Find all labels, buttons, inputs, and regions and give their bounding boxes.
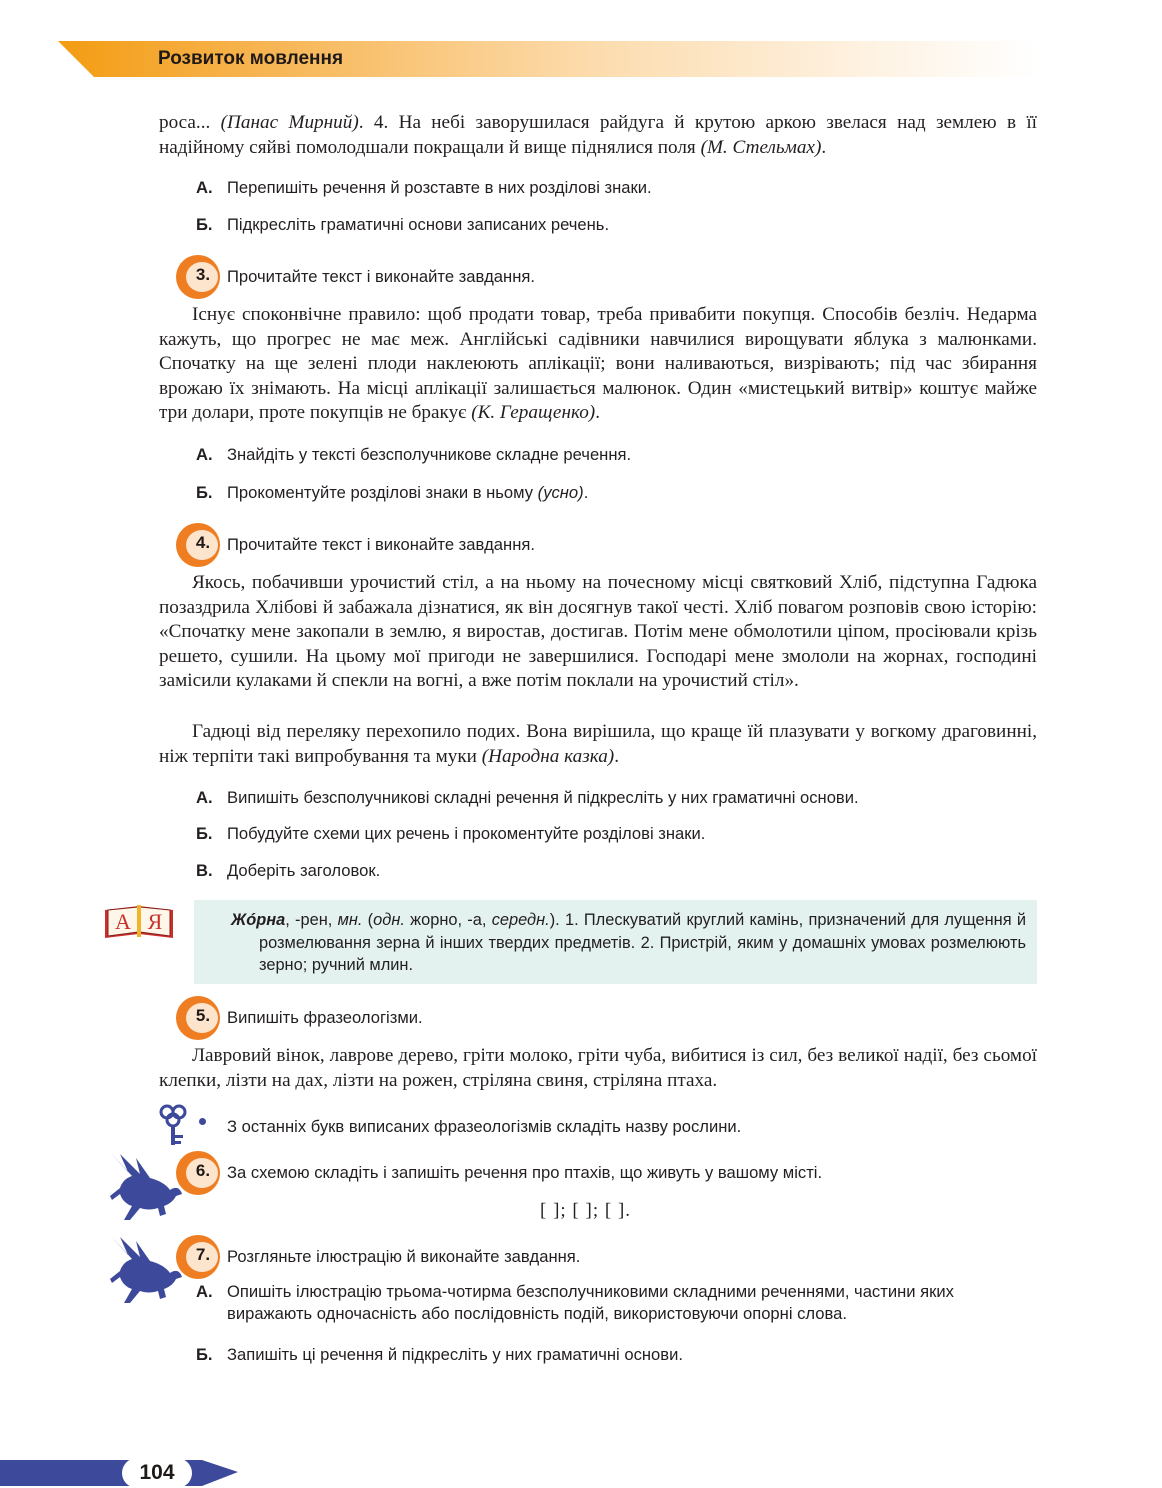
exercise-number: 6. (195, 1161, 211, 1180)
task-a (196, 444, 1041, 466)
text: Лавровий вінок, лаврове дерево, гріти молоко, гріти чуба, вибитися із сил, без великої надії, без сьомої клепки, лізти на дах, лізти на рожен, стріляна свиня, стріляна птаха. (159, 1045, 1037, 1091)
exercise-number-badge (176, 996, 220, 1040)
text: жорно, -а, (404, 911, 492, 929)
section-title: Розвиток мовлення (158, 48, 344, 69)
text: ). 1. Плескуватий круглий камінь, призначений для лущення й розмелювання зерна й інших твердих предметів. 2. Пристрій, яким у домашніх умовах розмелюють зерно; ручний млин. (259, 911, 1026, 974)
bullet-task: З останніх букв виписаних фразеологізмів складіть назву рослини. (227, 1117, 742, 1136)
exercise-text (159, 1044, 1037, 1093)
author: (М. Стельмах) (700, 136, 822, 158)
task-letter: А. (196, 788, 213, 807)
exercise-instruction: Випишіть фразеологізми. (227, 1008, 423, 1027)
task-text: Опишіть ілюстрацію трьома-чотирма безсполучниковими складними реченнями, частини яких виражають одночасність або послідовність подій, використовуючи опорні слова. (227, 1282, 954, 1323)
author: (К. Геращенко) (471, 402, 596, 424)
exercise-number-badge (176, 1151, 220, 1195)
author: (Народна казка) (481, 745, 615, 767)
exercise-instruction: Прочитайте текст і виконайте завдання. (227, 535, 535, 554)
task-note: (усно) (537, 483, 584, 502)
exercise-text (159, 720, 1037, 769)
task-letter: Б. (196, 215, 213, 234)
dictionary-entry (231, 909, 1026, 977)
task-a (196, 787, 1041, 809)
task-letter: Б. (196, 483, 213, 502)
continuation-paragraph (159, 111, 1037, 160)
text: Якось, побачивши урочистий стіл, а на ньому на почесному місці святковий Хліб, підступна Гадюка позаздрила Хлібові й забажала дізнатися, як він досягнув такої честі. Хліб повагом розповів свою історію: «Спочатку мене закопали в землю, я виростав, достигав. Потім мене обмолотили ціпом, просіювали крізь решето, сушили. На цьому мої пригоди не завершилися. Господарі мене змололи на жорнах, господині замісили кулаками й спекли на вогні, а вже потім поклали на урочистий стіл». (159, 572, 1037, 692)
dictionary-word: Жóрна (231, 911, 286, 929)
exercise-instruction: За схемою складіть і запишіть речення про птахів, що живуть у вашому місті. (227, 1163, 823, 1182)
exercise-instruction: Розгляньте ілюстрацію й виконайте завдання. (227, 1247, 581, 1266)
task-letter: А. (196, 1282, 213, 1301)
exercise-number: 4. (195, 533, 211, 552)
abbr: одн. (373, 911, 405, 929)
abbr: мн. (337, 911, 363, 929)
task-b (196, 214, 1041, 236)
text: , -рен, (285, 911, 338, 929)
dictionary-book-icon (102, 902, 176, 942)
bullet-icon (199, 1118, 206, 1125)
task-b (196, 482, 1041, 504)
text: . (614, 745, 619, 767)
task-b (196, 823, 1041, 845)
exercise-number: 7. (195, 1245, 211, 1264)
exercise-number: 5. (195, 1006, 211, 1025)
task-c (196, 860, 1041, 882)
pegasus-icon (106, 1233, 184, 1307)
letter-a: А (115, 909, 131, 934)
task-text: Знайдіть у тексті безсполучникове складне речення. (227, 445, 632, 464)
task-letter: Б. (196, 824, 213, 843)
task-text: Перепишіть речення й розставте в них розділові знаки. (227, 178, 652, 197)
page-number: 104 (139, 1461, 175, 1484)
text: . 4. На небі заворушилася райдуга й крутою аркою звелася над землею в її надійному сяйві помолодшали покращали й вище піднялися поля (159, 112, 1037, 158)
text: роса... (159, 112, 221, 133)
exercise-number-badge (176, 523, 220, 567)
letter-ya: Я (147, 909, 163, 934)
task-text: Випишіть безсполучникові складні речення й підкресліть у них граматичні основи. (227, 788, 859, 807)
text: . (595, 402, 600, 424)
task-letter: В. (196, 861, 213, 880)
task-letter: А. (196, 445, 213, 464)
footer-band (0, 1460, 238, 1486)
exercise-text (159, 571, 1037, 694)
exercise-number-badge (176, 1235, 220, 1279)
task-text: Прокоментуйте розділові знаки в ньому (227, 483, 538, 502)
text: Існує споконвічне правило: щоб продати товар, треба привабити покупця. Способів безліч. Недарма кажуть, що прогрес не має меж. Англійські садівники навчилися вирощувати яблука з малюнками. Спочатку на ще зелені плоди наклеюють аплікації; вони наливаються, визрівають; під час збирання врожаю їх знімають. На місці аплікації залишається малюнок. Один «мистецький витвір» коштує майже три долари, проте покупців не бракує (159, 304, 1037, 424)
pegasus-icon (106, 1150, 184, 1224)
text: ( (362, 911, 374, 929)
task-b (196, 1344, 1041, 1366)
exercise-instruction: Прочитайте текст і виконайте завдання. (227, 267, 535, 286)
text: Гадюці від переляку перехопило подих. Вона вирішила, що краще їй плазувати у вогкому драговинні, ніж терпіти такі випробування та муки (159, 721, 1037, 767)
sentence-schema: [ ]; [ ]; [ ]. (540, 1200, 632, 1221)
task-text: . (583, 483, 589, 502)
abbr: середн. (491, 911, 550, 929)
task-letter: Б. (196, 1345, 213, 1364)
task-text: Запишіть ці речення й підкресліть у них граматичні основи. (227, 1345, 683, 1364)
task-text: Підкресліть граматичні основи записаних речень. (227, 215, 610, 234)
exercise-number: 3. (195, 265, 211, 284)
task-a (196, 1281, 1041, 1325)
task-text: Доберіть заголовок. (227, 861, 381, 880)
task-a (196, 177, 1041, 199)
exercise-number-badge (176, 255, 220, 299)
key-icon (158, 1104, 188, 1148)
author: (Панас Мирний) (220, 112, 359, 133)
exercise-text (159, 303, 1037, 426)
task-letter: А. (196, 178, 213, 197)
text: . (821, 136, 827, 158)
task-text: Побудуйте схеми цих речень і прокоментуйте розділові знаки. (227, 824, 706, 843)
